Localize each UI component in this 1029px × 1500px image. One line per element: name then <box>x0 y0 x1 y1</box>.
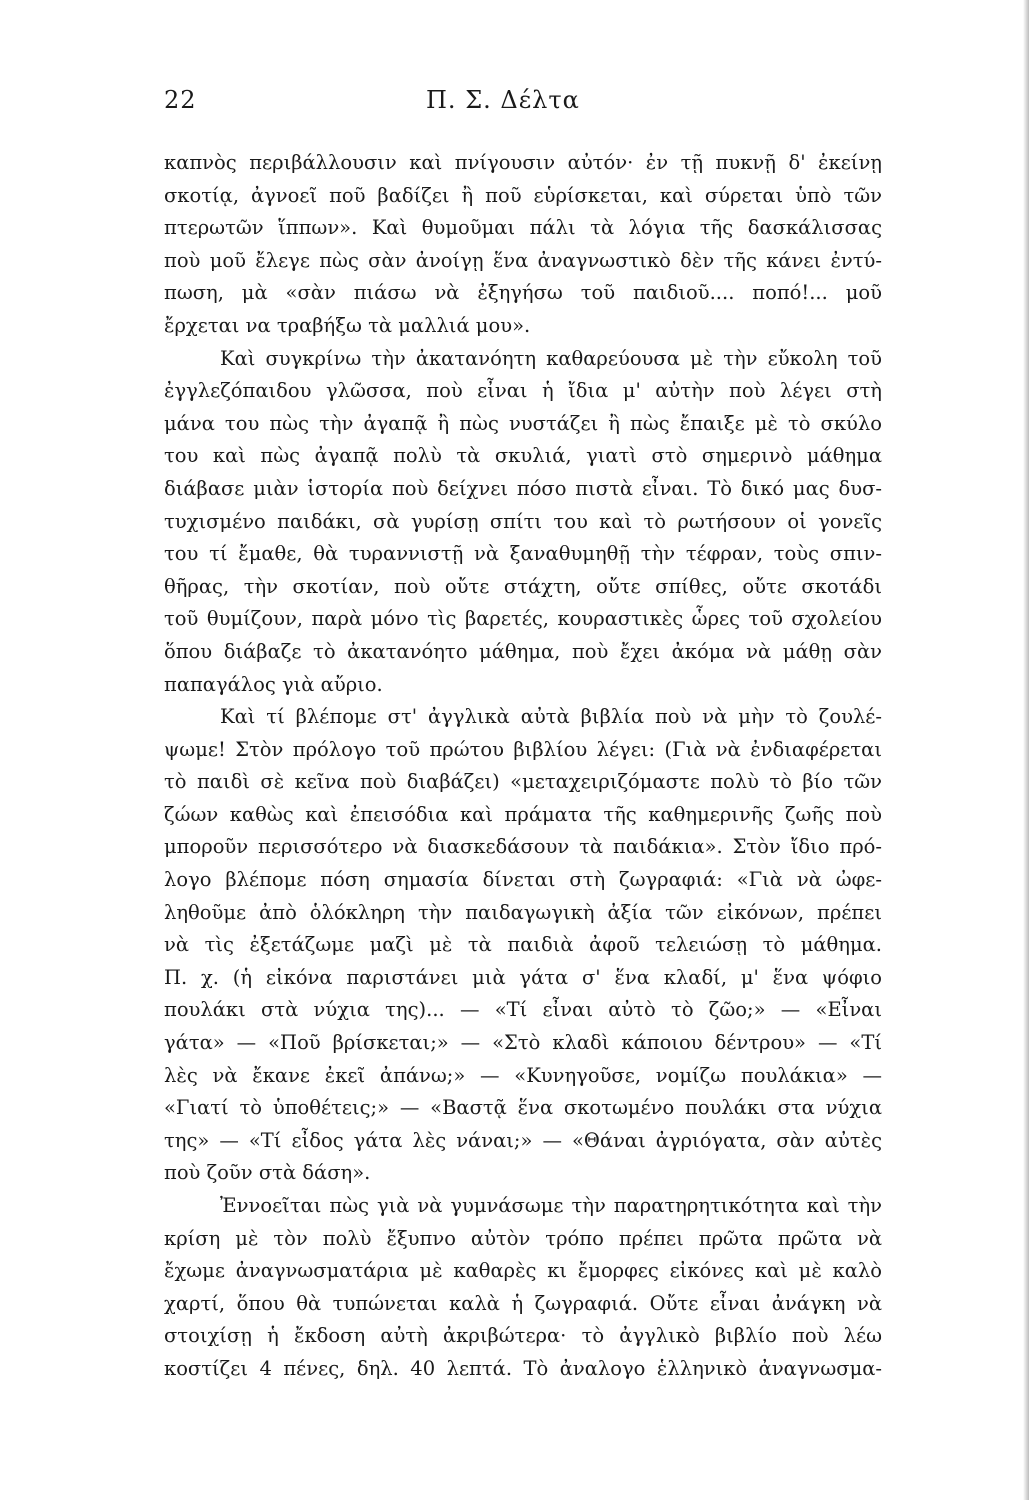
paragraph-3 <box>164 701 882 1190</box>
text-line: ψωμε! Στὸν πρόλογο τοῦ πρώτου βιβλίου λέγει: (Γιὰ νὰ ἐνδιαφέρεται <box>164 737 882 761</box>
text-line: καπνὸς περιβάλλουσιν καὶ πνίγουσιν αὐτόν· ἐν τῇ πυκνῇ δ' ἐκείνῃ <box>164 151 882 174</box>
text-line: τὸ παιδὶ σὲ κεῖνα ποὺ διαβάζει) «μεταχειριζόμαστε πολὺ τὸ βίο τῶν <box>164 770 882 794</box>
text-line: Καὶ συγκρίνω τὴν ἀκατανόητη καθαρεύουσα μὲ τὴν εὔκολη τοῦ <box>220 346 882 370</box>
text-line: «Γιατί τὸ ὑποθέτεις;» — «Βαστᾷ ἕνα σκοτωμένο πουλάκι στα νύχια <box>164 1096 882 1120</box>
text-line: νὰ τὶς ἐξετάζωμε μαζὶ μὲ τὰ παιδιὰ ἀφοῦ τελειώσῃ τὸ μάθημα. <box>164 933 882 957</box>
paragraph-1 <box>164 147 882 343</box>
text-line: τοῦ θυμίζουν, παρὰ μόνο τὶς βαρετές, κουραστικὲς ὧρες τοῦ σχολείου <box>164 607 882 631</box>
text-line: θῆρας, τὴν σκοτίαν, ποὺ οὔτε στάχτη, οὔτε σπίθες, οὔτε σκοτάδι <box>164 574 882 598</box>
text-line: ποὺ μοῦ ἔλεγε πὼς σὰν ἀνοίγῃ ἕνα ἀναγνωστικὸ δὲν τῆς κάνει ἐντύ- <box>164 248 882 272</box>
text-line: διάβασε μιὰν ἱστορία ποὺ δείχνει πόσο πιστὰ εἶναι. Τὸ δικό μας δυσ- <box>164 476 882 500</box>
text-line: μάνα του πὼς τὴν ἀγαπᾷ ἢ πὼς νυστάζει ἢ πὼς ἔπαιξε μὲ τὸ σκύλο <box>164 411 882 435</box>
text-line: κρίση μὲ τὸν πολὺ ἔξυπνο αὐτὸν τρόπο πρέπει πρῶτα πρῶτα νὰ <box>164 1226 882 1250</box>
text-line: μποροῦν περισσότερο νὰ διασκεδάσουν τὰ παιδάκια». Στὸν ἴδιο πρό- <box>164 835 882 859</box>
text-line: Ἐννοεῖται πὼς γιὰ νὰ γυμνάσωμε τὴν παρατηρητικότητα καὶ τὴν <box>220 1194 882 1217</box>
text-line: ἔρχεται να τραβήξω τὰ μαλλιά μου». <box>164 313 531 337</box>
text-line: πτερωτῶν ἵππων». Καὶ θυμοῦμαι πάλι τὰ λόγια τῆς δασκάλισσας <box>164 216 882 240</box>
paragraph-4 <box>164 1190 882 1386</box>
text-line: τυχισμένο παιδάκι, σὰ γυρίσῃ σπίτι του καὶ τὸ ρωτήσουν οἱ γονεῖς <box>164 509 882 533</box>
text-line: λογο βλέπομε πόση σημασία δίνεται στὴ ζωγραφιά: «Γιὰ νὰ ὠφε- <box>164 868 882 892</box>
text-line: Καὶ τί βλέπομε στ' ἀγγλικὰ αὐτὰ βιβλία ποὺ νὰ μὴν τὸ ζουλέ- <box>220 705 882 729</box>
paragraph-2 <box>164 343 882 702</box>
text-line: χαρτί, ὅπου θὰ τυπώνεται καλὰ ἡ ζωγραφιά. Οὔτε εἶναι ἀνάγκη νὰ <box>164 1291 882 1315</box>
text-line: στοιχίσῃ ἡ ἔκδοση αὐτὴ ἀκριβώτερα· τὸ ἀγγλικὸ βιβλίο ποὺ λέω <box>164 1324 882 1348</box>
text-line: ὅπου διάβαζε τὸ ἀκατανόητο μάθημα, ποὺ ἔχει ἀκόμα νὰ μάθῃ σὰν <box>164 639 882 663</box>
text-line: σκοτίᾳ, ἀγνοεῖ ποῦ βαδίζει ἢ ποῦ εὑρίσκεται, καὶ σύρεται ὑπὸ τῶν <box>164 183 882 207</box>
running-head: Π. Σ. Δέλτα <box>426 86 580 114</box>
text-line: πωση, μὰ «σὰν πιάσω νὰ ἐξηγήσω τοῦ παιδιοῦ.... ποπό!... μοῦ <box>164 281 882 305</box>
text-line: ἐγγλεζόπαιδου γλῶσσα, ποὺ εἶναι ἡ ἴδια μ' αὐτὴν ποὺ λέγει στὴ <box>164 379 882 403</box>
text-line: παπαγάλος γιὰ αὔριο. <box>164 672 383 696</box>
page-number: 22 <box>164 86 197 114</box>
text-line: γάτα» — «Ποῦ βρίσκεται;» — «Στὸ κλαδὶ κάποιου δέντρου» — «Τί <box>164 1031 882 1055</box>
text-line: της» — «Τί εἶδος γάτα λὲς νάναι;» — «Θάναι ἀγριόγατα, σὰν αὐτὲς <box>164 1128 882 1152</box>
text-line: Π. χ. (ἡ εἰκόνα παριστάνει μιὰ γάτα σ' ἕνα κλαδί, μ' ἕνα ψόφιο <box>164 965 882 989</box>
text-line: ζώων καθὼς καὶ ἐπεισόδια καὶ πράματα τῆς καθημερινῆς ζωῆς ποὺ <box>164 802 882 826</box>
text-line: ποὺ ζοῦν στὰ δάση». <box>164 1161 371 1185</box>
text-line: του τί ἔμαθε, θὰ τυραννιστῇ νὰ ξαναθυμηθῇ τὴν τέφραν, τοὺς σπιν- <box>164 542 882 566</box>
text-line: λὲς νὰ ἔκανε ἐκεῖ ἀπάνω;» — «Κυνηγοῦσε, νομίζω πουλάκια» — <box>164 1063 882 1087</box>
text-line: του καὶ πὼς ἀγαπᾷ πολὺ τὰ σκυλιά, γιατὶ στὸ σημερινὸ μάθημα <box>164 444 882 468</box>
page-header <box>164 86 882 126</box>
text-line: κοστίζει 4 πένες, δηλ. 40 λεπτά. Τὸ ἀναλογο ἑλληνικὸ ἀναγνωσμα- <box>164 1356 882 1380</box>
text-line: ἔχωμε ἀναγνωσματάρια μὲ καθαρὲς κι ἔμορφες εἰκόνες καὶ μὲ καλὸ <box>164 1259 882 1283</box>
text-line: πουλάκι στὰ νύχια της)... — «Τί εἶναι αὐτὸ τὸ ζῶο;» — «Εἶναι <box>164 998 882 1022</box>
text-line: ληθοῦμε ἀπὸ ὁλόκληρη τὴν παιδαγωγικὴ ἀξία τῶν εἰκόνων, πρέπει <box>164 900 882 924</box>
page-edge-shadow <box>1023 0 1029 1500</box>
body-text <box>164 147 882 1386</box>
